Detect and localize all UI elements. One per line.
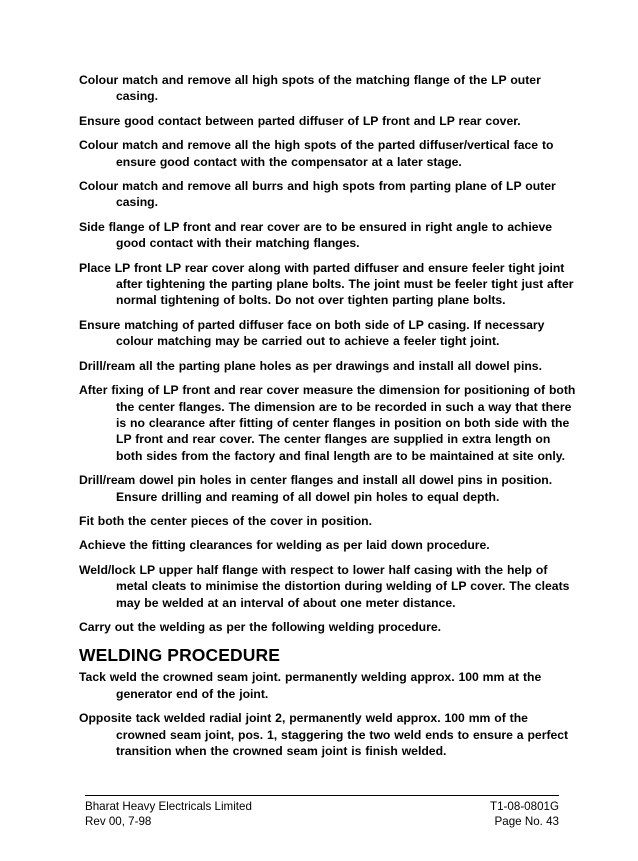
procedure-step: Tack weld the crowned seam joint. permanently welding approx. 100 mm at the generator end of the joint. (79, 670, 542, 701)
page-content (79, 72, 579, 767)
instruction-paragraph: Colour match and remove all high spots of the matching flange of the LP outer casing. (79, 73, 541, 104)
instruction-paragraph: Ensure good contact between parted diffuser of LP front and LP rear cover. (79, 113, 521, 128)
instruction-paragraph: Colour match and remove all burrs and high spots from parting plane of LP outer casing. (79, 179, 556, 210)
instruction-paragraph: Carry out the welding as per the following welding procedure. (79, 619, 442, 634)
instruction-paragraph: Drill/ream all the parting plane holes as per drawings and install all dowel pins. (79, 358, 542, 373)
instruction-paragraph: Achieve the fitting clearances for welding as per laid down procedure. (79, 538, 490, 553)
procedure-step: Opposite tack welded radial joint 2, permanently weld approx. 100 mm of the crowned seam joint, pos. 1, staggering the two weld ends to ensure a perfect transition when the crowned seam joint is finish welded. (79, 711, 569, 758)
footer-row-bottom (85, 814, 559, 829)
instruction-paragraph: Side flange of LP front and rear cover are to be ensured in right angle to achieve good contact with their matching flanges. (79, 219, 553, 251)
instruction-paragraph: Colour match and remove all the high spots of the parted diffuser/vertical face to ensure good contact with the compensator at a later stage. (79, 138, 554, 169)
instruction-paragraph: Place LP front LP rear cover along with parted diffuser and ensure feeler tight joint after tightening the parting plane bolts. The joint must be feeler tight just after normal tightening of bolts. Do not over tighten parting plane bolts. (79, 260, 574, 308)
instruction-paragraph: After fixing of LP front and rear cover measure the dimension for positioning of both the center flanges. The dimension are to be recorded in such a way that there is no clearance after fitting of center flanges in position on both side with the LP front and rear cover. The center flanges are supplied in extra length on both sides from the factory and final length are to be maintained at site only. (79, 383, 576, 463)
footer-revision: Rev 00, 7-98 (85, 815, 152, 828)
footer-doc-number: T1-08-0801G (490, 800, 559, 813)
instruction-paragraph: Weld/lock LP upper half flange with respect to lower half casing with the help of metal cleats to minimise the distortion during welding of LP cover. The cleats may be welded at an interval of about one meter distance. (79, 562, 570, 610)
footer-row-top (85, 799, 559, 814)
footer-page-number: Page No. 43 (494, 815, 559, 828)
instruction-paragraph: Ensure matching of parted diffuser face on both side of LP casing. If necessary colour matching may be carried out to achieve a feeler tight joint. (79, 317, 545, 349)
page-footer (85, 795, 559, 829)
instruction-paragraph: Fit both the center pieces of the cover in position. (79, 513, 372, 528)
section-heading: WELDING PROCEDURE (79, 645, 281, 666)
footer-company: Bharat Heavy Electricals Limited (85, 800, 252, 813)
instruction-paragraph: Drill/ream dowel pin holes in center flanges and install all dowel pins in position. Ensure drilling and reaming of all dowel pin holes to equal depth. (79, 473, 553, 504)
